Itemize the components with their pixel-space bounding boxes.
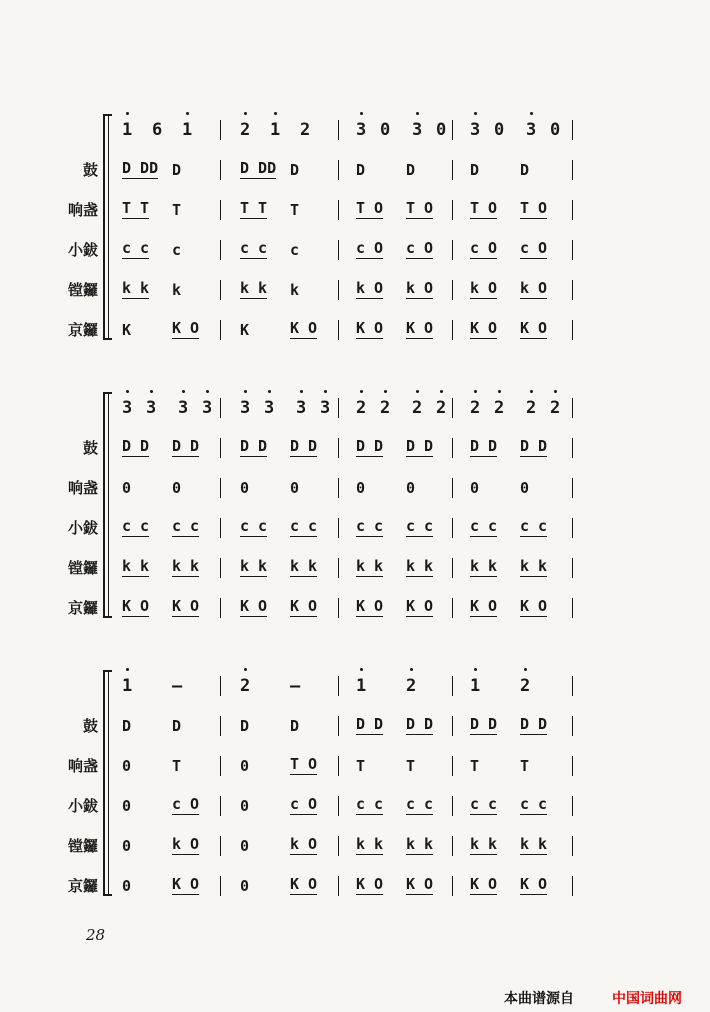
melody-note: 0 (494, 120, 505, 140)
melody-measure (464, 674, 576, 698)
octave-dot (530, 112, 533, 115)
beat-group: 0 (122, 877, 132, 895)
beat-group: K O (470, 875, 498, 893)
beat-group: k O (520, 279, 548, 297)
part-measure (234, 436, 346, 460)
melody-note: 1 (122, 118, 132, 142)
beat-group: c c (356, 795, 384, 813)
beat-group: 0 (122, 837, 132, 855)
part-row-4 (0, 556, 710, 580)
part-measure (116, 834, 228, 858)
beat-group: D D (356, 715, 384, 733)
octave-dot (186, 112, 189, 115)
octave-dot (416, 390, 419, 393)
melody-note: 1 (270, 118, 280, 142)
beat-group: K O (520, 597, 548, 615)
melody-note: 2 (412, 396, 422, 420)
beat-group: T O (356, 199, 384, 217)
melody-measure (116, 396, 228, 420)
melody-note: 2 (436, 396, 446, 420)
part-measure (116, 794, 228, 818)
beat-group: k O (470, 279, 498, 297)
part-row-2 (0, 754, 710, 778)
beat-group: k (172, 281, 182, 299)
beat-group: c O (172, 795, 200, 813)
instrument-label: 小鈸 (67, 519, 98, 537)
part-measure (350, 436, 462, 460)
melody-note: 3 (296, 396, 306, 420)
beat-group: 0 (122, 797, 132, 815)
instrument-label: 鼓 (82, 161, 98, 179)
octave-dot (274, 112, 277, 115)
beat-group: c O (520, 239, 548, 257)
part-measure (464, 754, 576, 778)
beat-group: k k (406, 557, 434, 575)
melody-note: 3 (240, 396, 250, 420)
octave-dot (244, 668, 247, 671)
part-measure (350, 238, 462, 262)
beat-group: c c (240, 517, 268, 535)
part-measure (234, 198, 346, 222)
octave-dot (410, 668, 413, 671)
melody-note: 2 (380, 396, 390, 420)
octave-dot (126, 668, 129, 671)
melody-note: – (172, 676, 183, 696)
octave-dot (244, 390, 247, 393)
melody-row (0, 396, 710, 420)
beat-group: 0 (240, 479, 250, 497)
octave-dot (206, 390, 209, 393)
part-measure (350, 198, 462, 222)
octave-dot (360, 390, 363, 393)
part-row-3 (0, 516, 710, 540)
melody-measure (350, 118, 462, 142)
beat-group: D (240, 717, 250, 735)
octave-dot (150, 390, 153, 393)
part-measure (116, 476, 228, 500)
instrument-label: 小鈸 (67, 241, 98, 259)
melody-note: 2 (494, 396, 504, 420)
part-measure (116, 596, 228, 620)
octave-dot (360, 668, 363, 671)
beat-group: c c (520, 795, 548, 813)
octave-dot (126, 390, 129, 393)
beat-group: 0 (520, 479, 530, 497)
beat-group: D D (356, 437, 384, 455)
melody-note: 2 (406, 674, 416, 698)
melody-note: 1 (356, 674, 366, 698)
part-measure (350, 714, 462, 738)
instrument-label: 镗鑼 (67, 281, 98, 299)
part-measure (350, 834, 462, 858)
beat-group: k k (240, 557, 268, 575)
beat-group: D D (470, 437, 498, 455)
beat-group: c c (406, 517, 434, 535)
beat-group: 0 (240, 877, 250, 895)
melody-note: 3 (526, 118, 536, 142)
melody-note: 6 (152, 120, 163, 140)
beat-group: K O (520, 875, 548, 893)
beat-group: k k (406, 835, 434, 853)
part-row-3 (0, 794, 710, 818)
beat-group: T O (520, 199, 548, 217)
beat-group: K O (122, 597, 150, 615)
beat-group: K O (470, 597, 498, 615)
part-measure (350, 318, 462, 342)
beat-group: D DD (240, 159, 277, 177)
beat-group: T (290, 201, 300, 219)
part-measure (464, 714, 576, 738)
beat-group: k k (470, 557, 498, 575)
beat-group: K O (520, 319, 548, 337)
octave-dot (182, 390, 185, 393)
instrument-label: 鼓 (82, 439, 98, 457)
part-measure (234, 238, 346, 262)
beat-group: k k (122, 557, 150, 575)
part-measure (234, 476, 346, 500)
instrument-label: 京鑼 (67, 599, 98, 617)
melody-row (0, 674, 710, 698)
beat-group: c c (356, 517, 384, 535)
melody-row (0, 118, 710, 142)
beat-group: 0 (356, 479, 366, 497)
part-measure (464, 198, 576, 222)
octave-dot (474, 390, 477, 393)
part-measure (234, 874, 346, 898)
melody-note: 1 (182, 118, 192, 142)
beat-group: K O (240, 597, 268, 615)
octave-dot (360, 112, 363, 115)
part-measure (116, 714, 228, 738)
part-measure (350, 158, 462, 182)
beat-group: T O (470, 199, 498, 217)
page-number: 28 (86, 926, 106, 944)
part-row-3 (0, 238, 710, 262)
part-measure (116, 516, 228, 540)
part-measure (116, 238, 228, 262)
beat-group: 0 (172, 479, 182, 497)
beat-group: K (122, 321, 132, 339)
beat-group: k O (406, 279, 434, 297)
beat-group: K O (406, 597, 434, 615)
octave-dot (416, 112, 419, 115)
beat-group: k (290, 281, 300, 299)
part-measure (464, 278, 576, 302)
part-measure (116, 556, 228, 580)
part-measure (234, 556, 346, 580)
part-measure (464, 318, 576, 342)
octave-dot (324, 390, 327, 393)
beat-group: T (520, 757, 530, 775)
system-bracket (103, 670, 112, 896)
part-measure (234, 278, 346, 302)
melody-note: 3 (356, 118, 366, 142)
instrument-label: 镗鑼 (67, 559, 98, 577)
instrument-label: 小鈸 (67, 797, 98, 815)
beat-group: k k (356, 557, 384, 575)
part-measure (234, 754, 346, 778)
beat-group: k k (470, 835, 498, 853)
beat-group: T T (122, 199, 150, 217)
beat-group: K O (172, 597, 200, 615)
beat-group: 0 (240, 837, 250, 855)
beat-group: c c (290, 517, 318, 535)
melody-note: 2 (300, 120, 311, 140)
melody-note: 3 (202, 396, 212, 420)
beat-group: K O (290, 875, 318, 893)
beat-group: D D (520, 437, 548, 455)
beat-group: T (356, 757, 366, 775)
instrument-label: 鼓 (82, 717, 98, 735)
beat-group: c O (290, 795, 318, 813)
melody-note: 3 (470, 118, 480, 142)
beat-group: K O (470, 319, 498, 337)
melody-note: 3 (320, 396, 330, 420)
part-measure (234, 318, 346, 342)
beat-group: K O (356, 875, 384, 893)
beat-group: c c (240, 239, 268, 257)
beat-group: 0 (240, 797, 250, 815)
melody-note: 1 (122, 674, 132, 698)
beat-group: c O (356, 239, 384, 257)
octave-dot (498, 390, 501, 393)
beat-group: c c (470, 517, 498, 535)
octave-dot (244, 112, 247, 115)
beat-group: c O (470, 239, 498, 257)
part-measure (350, 556, 462, 580)
octave-dot (440, 390, 443, 393)
melody-note: 0 (380, 120, 391, 140)
melody-measure (234, 674, 346, 698)
part-row-5 (0, 318, 710, 342)
beat-group: D (406, 161, 416, 179)
melody-note: 2 (550, 396, 560, 420)
part-row-2 (0, 198, 710, 222)
melody-measure (350, 396, 462, 420)
instrument-label: 响盏 (67, 201, 98, 219)
beat-group: k k (520, 557, 548, 575)
melody-note: 3 (146, 396, 156, 420)
melody-measure (116, 674, 228, 698)
melody-measure (234, 396, 346, 420)
octave-dot (300, 390, 303, 393)
part-measure (234, 794, 346, 818)
melody-measure (464, 396, 576, 420)
beat-group: T (406, 757, 416, 775)
beat-group: k k (240, 279, 268, 297)
melody-note: 1 (470, 674, 480, 698)
beat-group: T (172, 757, 182, 775)
beat-group: D (122, 717, 132, 735)
part-measure (464, 238, 576, 262)
instrument-label: 响盏 (67, 479, 98, 497)
instrument-label: 镗鑼 (67, 837, 98, 855)
beat-group: D D (172, 437, 200, 455)
part-measure (116, 318, 228, 342)
beat-group: 0 (122, 479, 132, 497)
melody-note: 0 (550, 120, 561, 140)
beat-group: c (172, 241, 182, 259)
beat-group: D (290, 161, 300, 179)
beat-group: T T (240, 199, 268, 217)
melody-note: 2 (240, 674, 250, 698)
beat-group: k k (172, 557, 200, 575)
part-measure (464, 596, 576, 620)
part-measure (464, 516, 576, 540)
system-bracket (103, 392, 112, 618)
beat-group: c O (406, 239, 434, 257)
part-measure (234, 516, 346, 540)
octave-dot (524, 668, 527, 671)
melody-note: 2 (470, 396, 480, 420)
part-measure (116, 874, 228, 898)
beat-group: 0 (240, 757, 250, 775)
melody-measure (116, 118, 228, 142)
part-measure (464, 476, 576, 500)
beat-group: K O (406, 875, 434, 893)
instrument-label: 京鑼 (67, 321, 98, 339)
melody-measure (234, 118, 346, 142)
part-measure (350, 516, 462, 540)
instrument-label: 响盏 (67, 757, 98, 775)
melody-measure (350, 674, 462, 698)
system-bracket (103, 114, 112, 340)
beat-group: K O (356, 319, 384, 337)
beat-group: D (172, 161, 182, 179)
beat-group: K O (406, 319, 434, 337)
melody-note: 3 (264, 396, 274, 420)
part-measure (116, 754, 228, 778)
part-row-4 (0, 278, 710, 302)
beat-group: K (240, 321, 250, 339)
beat-group: K O (356, 597, 384, 615)
melody-note: 0 (436, 120, 447, 140)
beat-group: K O (290, 319, 318, 337)
beat-group: k k (290, 557, 318, 575)
part-row-4 (0, 834, 710, 858)
part-measure (350, 596, 462, 620)
beat-group: T (172, 201, 182, 219)
beat-group: c c (520, 517, 548, 535)
beat-group: c c (172, 517, 200, 535)
beat-group: k k (356, 835, 384, 853)
octave-dot (384, 390, 387, 393)
melody-note: 2 (520, 674, 530, 698)
octave-dot (554, 390, 557, 393)
beat-group: D D (240, 437, 268, 455)
part-row-2 (0, 476, 710, 500)
beat-group: D D (520, 715, 548, 733)
beat-group: 0 (470, 479, 480, 497)
part-measure (234, 714, 346, 738)
part-measure (464, 436, 576, 460)
beat-group: K O (172, 319, 200, 337)
melody-note: 2 (526, 396, 536, 420)
melody-note: 2 (356, 396, 366, 420)
footer-site-link[interactable]: 中国词曲网 (612, 991, 682, 1007)
beat-group: c c (406, 795, 434, 813)
part-row-5 (0, 874, 710, 898)
octave-dot (530, 390, 533, 393)
beat-group: c c (470, 795, 498, 813)
beat-group: D D (406, 715, 434, 733)
beat-group: K O (172, 875, 200, 893)
part-measure (350, 278, 462, 302)
beat-group: c c (122, 239, 150, 257)
beat-group: T O (406, 199, 434, 217)
part-measure (350, 754, 462, 778)
part-measure (116, 198, 228, 222)
beat-group: T (470, 757, 480, 775)
part-measure (350, 874, 462, 898)
beat-group: D D (406, 437, 434, 455)
beat-group: D (520, 161, 530, 179)
part-measure (116, 158, 228, 182)
octave-dot (474, 112, 477, 115)
beat-group: 0 (122, 757, 132, 775)
beat-group: c (290, 241, 300, 259)
beat-group: k k (122, 279, 150, 297)
octave-dot (268, 390, 271, 393)
part-measure (234, 158, 346, 182)
part-row-5 (0, 596, 710, 620)
beat-group: D (470, 161, 480, 179)
melody-note: 2 (240, 118, 250, 142)
melody-note: 3 (178, 396, 188, 420)
beat-group: K O (290, 597, 318, 615)
beat-group: c c (122, 517, 150, 535)
part-measure (350, 794, 462, 818)
beat-group: D D (122, 437, 150, 455)
footer-source-text: 本曲谱源自 (504, 991, 574, 1007)
octave-dot (126, 112, 129, 115)
part-measure (464, 556, 576, 580)
melody-note: 3 (412, 118, 422, 142)
part-measure (464, 834, 576, 858)
beat-group: k O (290, 835, 318, 853)
part-row-1 (0, 714, 710, 738)
octave-dot (474, 668, 477, 671)
beat-group: D (356, 161, 366, 179)
beat-group: k k (520, 835, 548, 853)
part-measure (464, 874, 576, 898)
part-row-1 (0, 158, 710, 182)
part-measure (234, 834, 346, 858)
beat-group: 0 (290, 479, 300, 497)
part-measure (350, 476, 462, 500)
beat-group: D DD (122, 159, 159, 177)
beat-group: D D (290, 437, 318, 455)
part-measure (464, 794, 576, 818)
part-measure (464, 158, 576, 182)
beat-group: T O (290, 755, 318, 773)
part-measure (116, 278, 228, 302)
melody-note: – (290, 676, 301, 696)
melody-note: 3 (122, 396, 132, 420)
beat-group: k O (172, 835, 200, 853)
part-row-1 (0, 436, 710, 460)
melody-measure (464, 118, 576, 142)
instrument-label: 京鑼 (67, 877, 98, 895)
part-measure (116, 436, 228, 460)
beat-group: D D (470, 715, 498, 733)
beat-group: D (290, 717, 300, 735)
beat-group: D (172, 717, 182, 735)
part-measure (234, 596, 346, 620)
beat-group: k O (356, 279, 384, 297)
beat-group: 0 (406, 479, 416, 497)
